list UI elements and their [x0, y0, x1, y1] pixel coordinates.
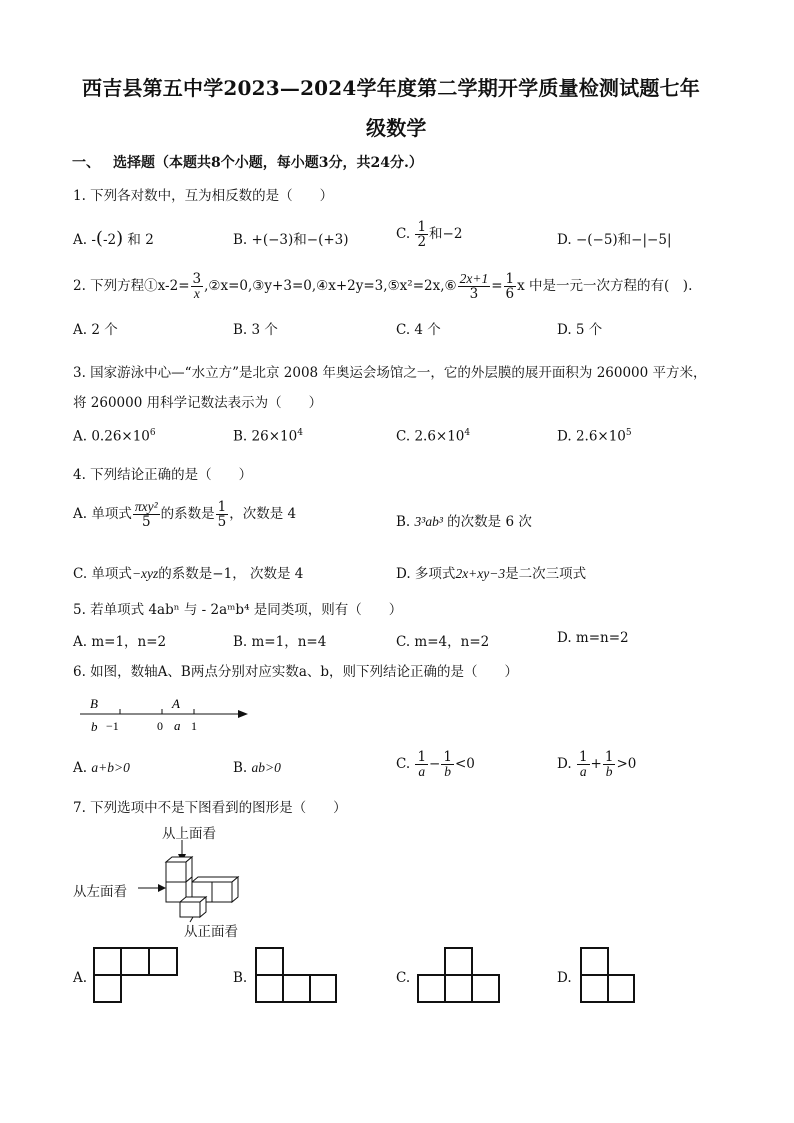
q6-option-b: B. ab>0: [233, 760, 281, 776]
q2-option-d: D. 5 个: [557, 322, 603, 338]
square: [120, 947, 150, 976]
square: [607, 974, 635, 1003]
q2-option-a: A. 2 个: [73, 322, 118, 338]
q6-option-a: A. a+b>0: [73, 760, 130, 776]
q5-option-c: C. m=4，n=2: [396, 634, 490, 650]
point-B-label: B: [90, 696, 98, 711]
square: [255, 947, 284, 976]
q5-option-a: A. m=1，n=2: [73, 634, 167, 650]
square: [580, 947, 609, 976]
left-view-label: 从左面看: [73, 884, 127, 900]
value-a-label: a: [174, 718, 181, 733]
q4-stem: 4. 下列结论正确的是（ ）: [73, 467, 253, 483]
cube-stack-figure: [130, 838, 250, 928]
front-view-label: 从正面看: [184, 924, 238, 940]
section-heading: 选择题（本题共8个小题，每小题3分，共24分.）: [113, 155, 423, 171]
q3-stem-line1: 3. 国家游泳中心—“水立方”是北京 2008 年奥运会场馆之一，它的外层膜的展开面积为 260000 平方米，: [73, 365, 707, 381]
exam-title-line2: 级数学: [366, 116, 427, 140]
square: [93, 974, 122, 1003]
q5-stem: 5. 若单项式 4abⁿ 与 - 2aᵐb⁴ 是同类项，则有（ ）: [73, 602, 403, 618]
tick-zero: 0: [157, 719, 163, 733]
q1-stem: 1. 下列各对数中，互为相反数的是（ ）: [73, 188, 334, 204]
q5-option-d: D. m=n=2: [557, 630, 629, 646]
square: [309, 974, 337, 1003]
square: [444, 974, 473, 1003]
square: [255, 974, 284, 1003]
tick-minus-one: −1: [106, 719, 119, 733]
q5-option-b: B. m=1，n=4: [233, 634, 327, 650]
tick-one: 1: [191, 719, 197, 733]
q3-option-b: B. $26\times 10^4$: [233, 428, 303, 445]
q3-option-d: D. $2.6\times 10^5$: [557, 428, 632, 445]
q7-option-a-label: A.: [73, 970, 88, 986]
q1-option-d: D. −(−5)和−|−5|: [557, 232, 672, 248]
q1-option-a: A. -(-2) 和 2: [73, 228, 154, 249]
number-line-figure: [70, 692, 260, 738]
q7-option-b-label: B.: [233, 970, 248, 986]
section-number: 一、: [72, 155, 100, 171]
q3-option-a: A. $0.26\times 10^6$: [73, 428, 156, 445]
q2-option-c: C. 4 个: [396, 322, 441, 338]
top-view-label: 从上面看: [162, 826, 216, 842]
q1-option-b: B. +(−3)和−(+3): [233, 232, 349, 248]
value-b-label: b: [91, 719, 98, 734]
q7-option-d-label: D.: [557, 970, 572, 986]
q4-option-c: C. 单项式−xyz的系数是−1， 次数是 4: [73, 566, 304, 582]
square: [471, 974, 500, 1003]
q2-option-b: B. 3 个: [233, 322, 278, 338]
square: [148, 947, 178, 976]
q3-option-c: C. $2.6\times 10^4$: [396, 428, 471, 445]
exam-title-line1: 西吉县第五中学2023—2024学年度第二学期开学质量检测试题七年: [82, 76, 700, 100]
q4-option-a: A. 单项式 $\frac{\text{πxy²}}{5}$ 的系数是 $\frac{1}{5}$ ，次数是 4: [73, 499, 297, 531]
q7-stem: 7. 下列选项中不是下图看到的图形是（ ）: [73, 800, 347, 816]
q1-option-c: C. $\frac{1}{2}$ 和−2: [396, 219, 463, 251]
q3-stem-line2: 将 260000 用科学记数法表示为（ ）: [73, 395, 323, 411]
q2-stem: 2. 下列方程①x-2= $\frac{3}{x}$ ,②x=0,③y+3=0,④x+2y=3,⑤x²=2x,⑥ $\frac{2x+1}{3}$ = $\frac{1}{6}$ x 中是一元一次方程的有( ).: [73, 271, 693, 303]
q6-stem: 6. 如图，数轴A、B两点分别对应实数a、b，则下列结论正确的是（ ）: [73, 664, 519, 680]
q6-option-d: D. $\frac{1}{a}$ + $\frac{1}{b}$ >0: [557, 749, 637, 780]
square: [417, 974, 446, 1003]
square: [444, 947, 473, 976]
point-A-label: A: [172, 696, 180, 711]
square: [580, 974, 609, 1003]
square: [282, 974, 311, 1003]
q4-option-b: B. 3³ab³ 的次数是 6 次: [396, 514, 532, 530]
q7-option-c-label: C.: [396, 970, 411, 986]
q4-option-d: D. 多项式2x+xy−3是二次三项式: [396, 566, 587, 582]
q6-option-c: C. $\frac{1}{a}$ − $\frac{1}{b}$ <0: [396, 749, 475, 780]
square: [93, 947, 122, 976]
